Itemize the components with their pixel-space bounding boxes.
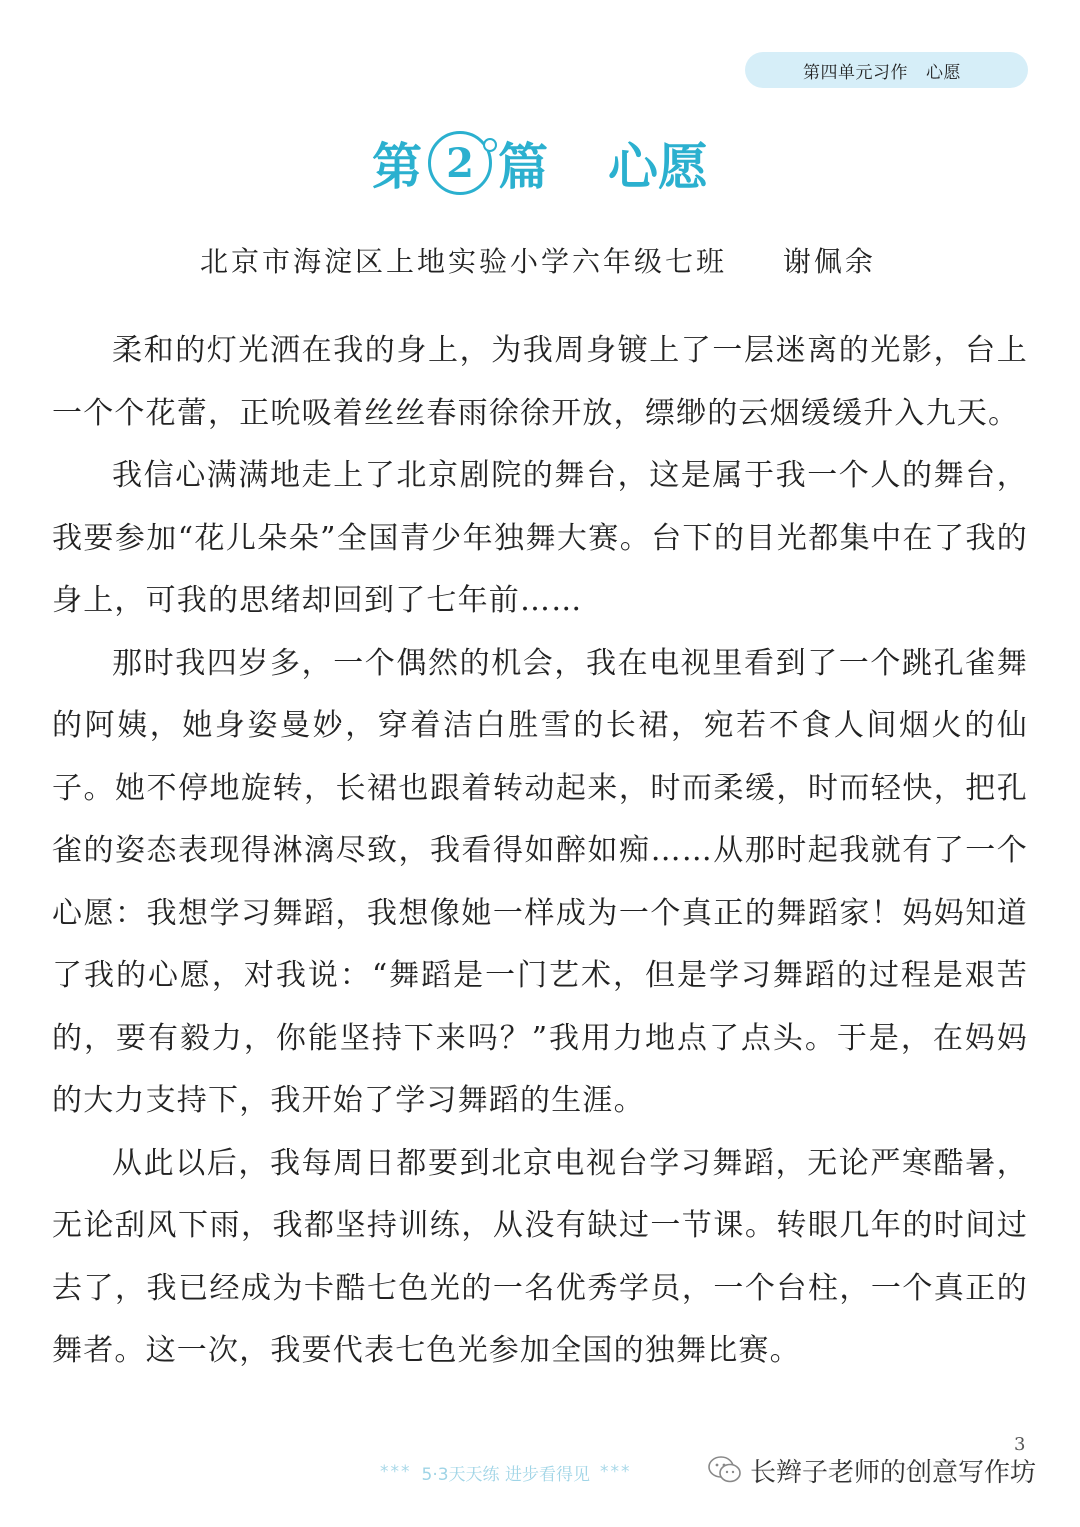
title-name: 心愿: [608, 138, 708, 196]
unit-header-tab: [745, 52, 1028, 88]
paragraph: 从此以后，我每周日都要到北京电视台学习舞蹈，无论严寒酷暑，无论刮风下雨，我都坚持训练，从没有缺过一节课。转眼几年的时间过去了，我已经成为卡酷七色光的一名优秀学员，一个台柱，一个真正的舞者。这一次，我要代表七色光参加全国的独舞比赛。: [52, 1145, 1028, 1368]
unit-label: 第四单元习作: [803, 62, 908, 83]
author-name: 谢佩余: [782, 245, 876, 278]
paragraph: 我信心满满地走上了北京剧院的舞台，这是属于我一个人的舞台，我要参加“花儿朵朵”全国青少年独舞大赛。台下的目光都集中在了我的身上，可我的思绪却回到了七年前……: [52, 458, 1028, 618]
author-line: [200, 240, 900, 280]
watermark-text: 长辫子老师的创意写作坊: [750, 1457, 1037, 1488]
paragraph: 柔和的灯光洒在我的身上，为我周身镀上了一层迷离的光影，台上一个个花蕾，正吮吸着丝丝春雨徐徐开放，缥缈的云烟缓缓升入九天。: [52, 333, 1028, 431]
page-title: [0, 128, 1080, 198]
author-school: 北京市海淀区上地实验小学六年级七班: [200, 245, 728, 278]
topic-label: 心愿: [926, 62, 961, 83]
title-number: 2: [446, 139, 474, 187]
wechat-watermark: [708, 1445, 1036, 1495]
title-suffix: 篇: [498, 138, 548, 196]
footer-slogan-text: 5·3天天练 进步看得见: [421, 1464, 590, 1485]
essay-body: [52, 320, 1028, 1383]
footer-dots-left: ***: [380, 1462, 412, 1482]
paragraph: 那时我四岁多，一个偶然的机会，我在电视里看到了一个跳孔雀舞的阿姨，她身姿曼妙，穿着洁白胜雪的长裙，宛若不食人间烟火的仙子。她不停地旋转，长裙也跟着转动起来，时而柔缓，时而轻快，把孔雀的姿态表现得淋漓尽致，我看得如醉如痴……从那时起我就有了一个心愿：我想学习舞蹈，我想像她一样成为一个真正的舞蹈家！妈妈知道了我的心愿，对我说：“舞蹈是一门艺术，但是学习舞蹈的过程是艰苦的，要有毅力，你能坚持下来吗？”我用力地点了点头。于是，在妈妈的大力支持下，我开始了学习舞蹈的生涯。: [52, 645, 1028, 1118]
footer-slogan: [380, 1458, 700, 1486]
title-prefix: 第: [372, 138, 422, 196]
page-number: 3: [1014, 1434, 1026, 1455]
footer-dots-right: ***: [599, 1462, 632, 1482]
title-number-circle: [428, 131, 492, 195]
wechat-icon: [708, 1455, 742, 1485]
